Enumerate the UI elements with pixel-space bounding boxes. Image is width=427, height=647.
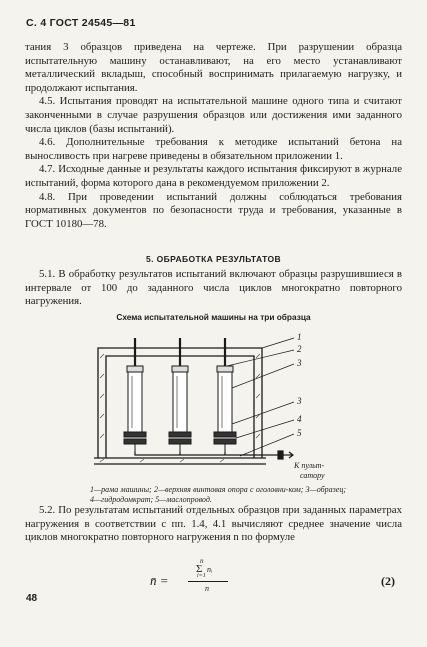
figure-caption: 1—рама машины; 2—верхняя винтовая опора с оголовни-ком; 3—образец; 4—гидродомкрат; 5—маслопровод. [90,485,346,504]
paragraph-4-7: 4.7. Исходные данные и результаты каждого испытания фиксируют в журнале испытаний, форма которого дана в рекомендуемом приложении 2. [25,163,402,189]
specimen-unit-1 [124,338,146,452]
page-header: С. 4 ГОСТ 24545—81 [26,17,136,29]
label-3: 3 [297,358,302,368]
label-5: 5 [297,428,302,438]
paragraph-5-2: 5.2. По результатам испытаний отдельных образцов при заданных параметрах нагружения в соответствии с пп. 1.4, 4.1 вычисляют среднее значение числа циклов многократно повторного нагружения n по формуле [25,504,402,544]
label-pult-1: К пульт- [294,461,325,470]
fraction-bar [188,581,228,582]
formula-sigma: Σ [196,563,203,575]
paragraph-5-1: 5.1. В обработку результатов испытаний включают образцы разрушившиеся в интервале от 100 до заданного числа циклов многократно повторного нагружения. [25,268,402,308]
machine-diagram [80,328,340,488]
paragraph-continuation: тания 3 образцов приведена на чертеже. При разрушении образца испытательную машину останавливают, на его место устанавливают металлический вкладыш, способный воспринимать прилагаемую нагрузку, и продолжают испытания. [25,41,402,94]
label-3b: 3 [297,396,302,406]
paragraph-5-1-block [25,268,402,309]
paragraph-4-5: 4.5. Испытания проводят на испытательной машине одного типа и считают законченными в случае разрушения образцов или достижения ими заданного числа циклов (базы испытаний). [25,95,402,135]
formula-lhs: n̄ = [150,573,169,588]
figure-title: Схема испытательной машины на три образца [116,312,311,322]
paragraph-5-2-block [25,504,402,545]
formula-term: nᵢ [207,565,213,574]
page-number: 48 [26,593,38,604]
equation-number: (2) [381,574,395,588]
formula-sum-top: n [200,557,204,565]
label-pult-2: сатору [300,471,325,480]
label-4: 4 [297,414,302,424]
section-title: 5. ОБРАБОТКА РЕЗУЛЬТАТОВ [145,254,282,264]
formula-sum-bottom: i=1 [197,573,206,579]
specimen-unit-3 [214,338,236,452]
label-1: 1 [297,332,302,342]
specimen-unit-2 [169,338,191,452]
top-text-block [25,41,402,231]
formula-2 [152,557,232,597]
formula-denominator: n [205,584,209,593]
paragraph-4-6: 4.6. Дополнительные требования к методике испытаний бетона на выносливость при нагреве приведены в обязательном приложении 1. [25,136,402,162]
label-2: 2 [297,344,302,354]
paragraph-4-8: 4.8. При проведении испытаний должны соблюдаться требования нормативных документов по безопасности труда и требования, указанные в ГОСТ 10180—78. [25,190,402,230]
